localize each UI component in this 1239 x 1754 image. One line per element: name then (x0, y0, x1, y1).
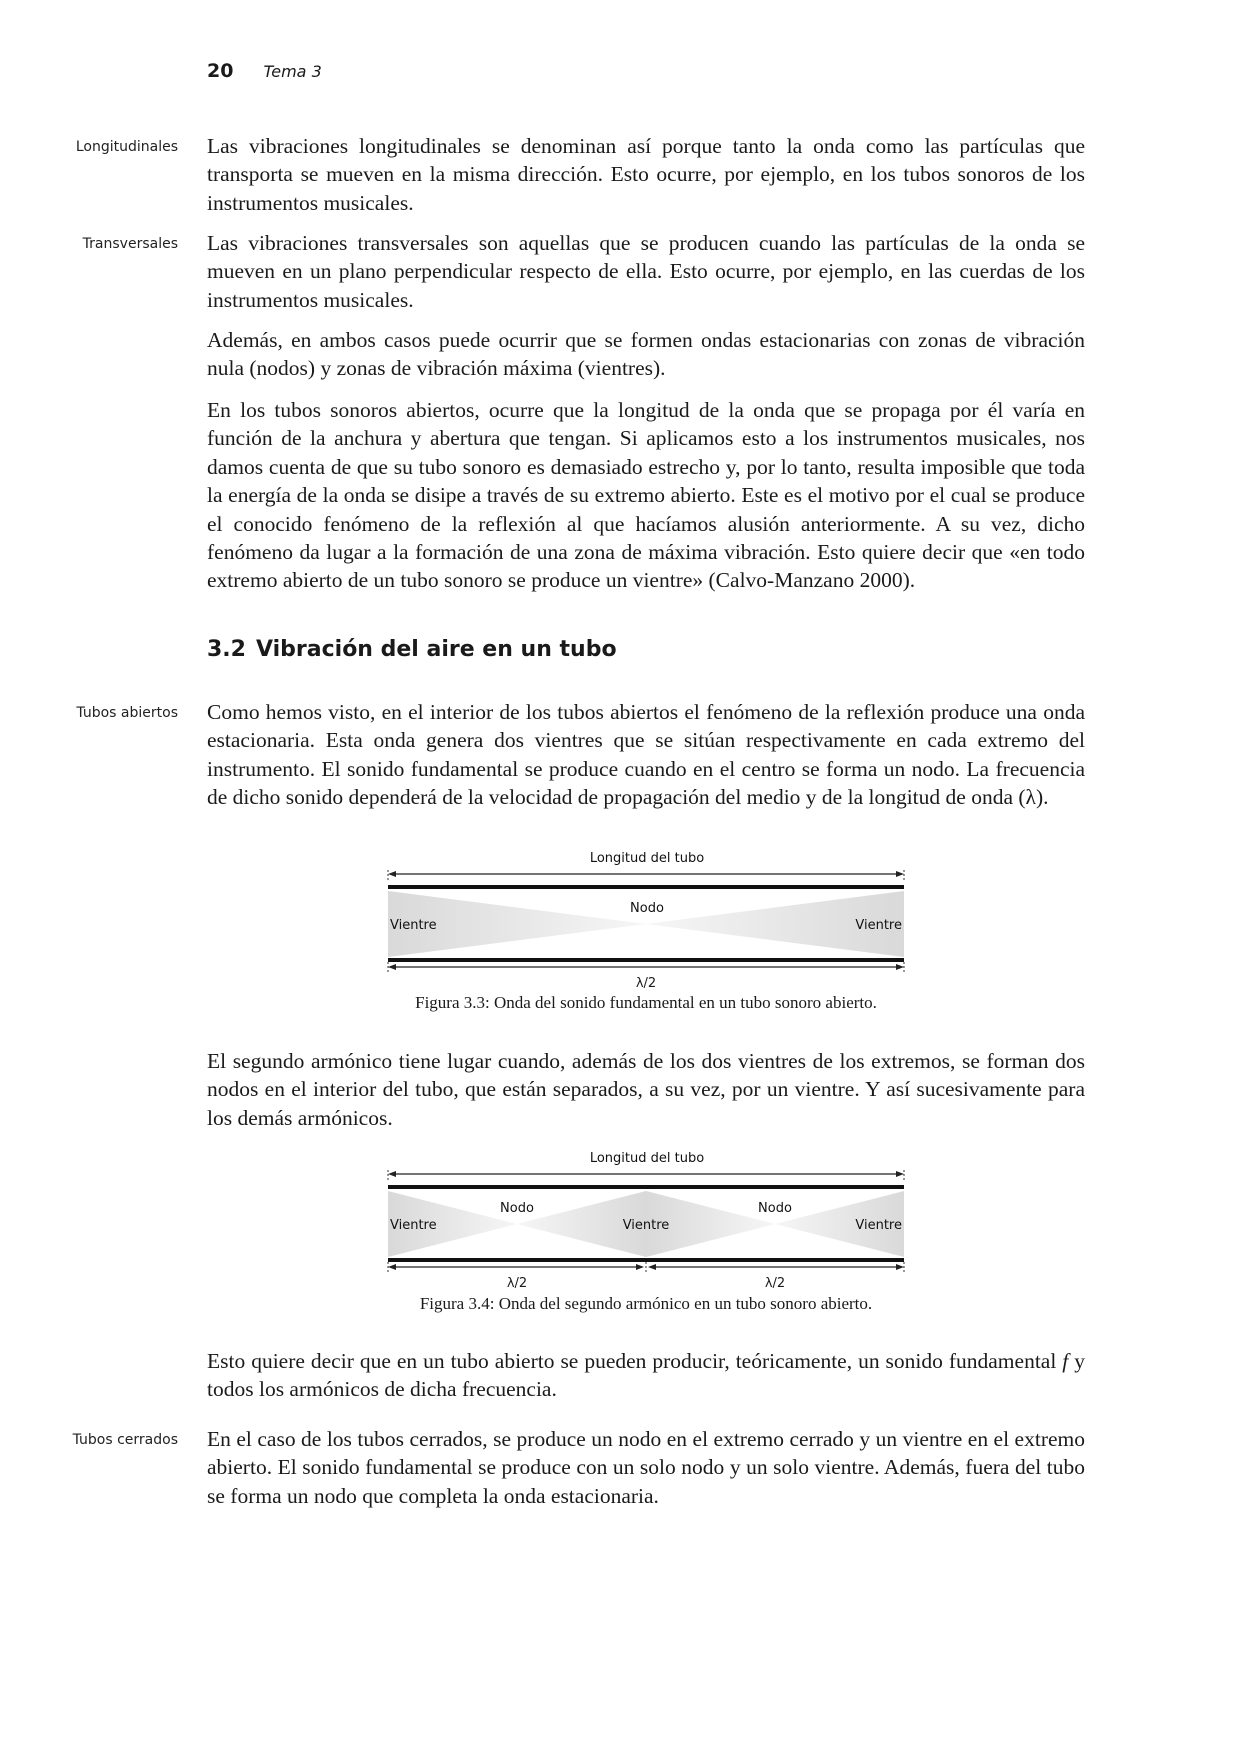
label-longitud-tubo: Longitud del tubo (589, 1151, 705, 1166)
section-number: 3.2 (207, 637, 246, 662)
paragraph-armonicos (207, 1347, 1085, 1404)
paragraph-text: El segundo armónico tiene lugar cuando, además de los dos vientres de los extremos, se forman dos nodos en el interior del tubo, que están separados, a su vez, por un vientre. Y así sucesivamente para los demás armónicos. (207, 1049, 1085, 1130)
label-lambda-half: λ/2 (635, 976, 657, 991)
tube-wall-top (388, 1185, 904, 1189)
section-heading (207, 637, 617, 662)
paragraph-tubos-abiertos (207, 698, 1085, 812)
bottom-labels (366, 1276, 926, 1292)
paragraph-text: Las vibraciones transversales son aquellas que se producen cuando las partículas de la onda se mueven en un plano perpendicular respecto de ella. Esto ocurre, por ejemplo, en las cuerdas de los instrumentos musicales. (207, 231, 1085, 312)
section-title: Vibración del aire en un tubo (255, 637, 617, 662)
figure-fundamental (207, 848, 1085, 1013)
paragraph-longitudinales (207, 132, 1085, 217)
figure-caption: Figura 3.4: Onda del segundo armónico en un tubo sonoro abierto. (419, 1294, 873, 1313)
label-nodo: Nodo (630, 901, 664, 916)
label-nodo-1: Nodo (500, 1201, 534, 1216)
paragraph-tubos-sonoros (207, 396, 1085, 595)
label-longitud-tubo: Longitud del tubo (589, 851, 705, 866)
tube-wall-bottom (388, 1258, 904, 1262)
paragraph-transversales (207, 229, 1085, 314)
label-nodo-2: Nodo (758, 1201, 792, 1216)
page-number: 20 (207, 60, 234, 82)
paragraph-segundo-armonico (207, 1047, 1085, 1132)
paragraph-text: Como hemos visto, en el interior de los tubos abiertos el fenómeno de la reflexión produce una onda estacionaria. Esta onda genera dos vientres que se sitúan respectivamente en cada extremo del instrumento. El sonido fundamental se produce cuando en el centro se forma un nodo. La frecuencia de dicho sonido dependerá de la velocidad de propagación del medio y de la longitud de onda (λ). (207, 700, 1085, 810)
page-header (207, 60, 322, 84)
figure-caption: Figura 3.3: Onda del sonido fundamental en un tubo sonoro abierto. (415, 993, 877, 1012)
label-vientre-left: Vientre (390, 1218, 437, 1233)
paragraph-text: Además, en ambos casos puede ocurrir que se formen ondas estacionarias con zonas de vibración nula (nodos) y zonas de vibración máxima (vientres). (207, 328, 1085, 381)
label-lambda-half-1: λ/2 (506, 1276, 528, 1291)
paragraph-text: Las vibraciones longitudinales se denominan así porque tanto la onda como las partículas que transporta se mueven en la misma dirección. Esto ocurre, por ejemplo, en los tubos sonoros de los instrumentos musicales. (207, 134, 1085, 215)
label-vientre-mid: Vientre (622, 1218, 670, 1233)
tube-wall-bottom (388, 958, 904, 962)
paragraph-text: En el caso de los tubos cerrados, se produce un nodo en el extremo cerrado y un vientre en el extremo abierto. El sonido fundamental se produce con un solo nodo y un solo vientre. Además, fuera del tubo se forma un nodo que completa la onda estacionaria. (207, 1427, 1085, 1508)
margin-note-transversales: Transversales (82, 236, 178, 252)
label-lambda-half-2: λ/2 (764, 1276, 786, 1291)
label-vientre-left: Vientre (390, 918, 437, 933)
paragraph-text (207, 1347, 1085, 1404)
paragraph-tubos-cerrados (207, 1425, 1085, 1510)
margin-note-longitudinales: Longitudinales (75, 139, 178, 155)
chapter-label: Tema 3 (263, 62, 322, 81)
margin-note-tubos-cerrados: Tubos cerrados (72, 1432, 178, 1448)
tube-wall-top (388, 885, 904, 889)
label-vientre-right: Vientre (855, 1218, 902, 1233)
figure-second-harmonic (207, 1148, 1085, 1314)
margin-note-tubos-abiertos: Tubos abiertos (76, 705, 178, 721)
text-segment: y todos los armónicos de dicha frecuencia. (207, 1349, 1086, 1402)
text-segment: Esto quiere decir que en un tubo abierto se pueden producir, teóricamente, un sonido fundamental (207, 1349, 1063, 1373)
tube-diagram-fundamental (366, 848, 926, 978)
paragraph-text: En los tubos sonoros abiertos, ocurre que la longitud de la onda que se propaga por él varía en función de la anchura y abertura que tengan. Si aplicamos esto a los instrumentos musicales, nos damos cuenta de que su tubo sonoro es demasiado estrecho y, por lo tanto, resulta imposible que toda la energía de la onda se disipe a través de su extremo abierto. Este es el motivo por el cual se produce el conocido fenómeno de la reflexión al que hacíamos alusión anteriormente. A su vez, dicho fenómeno da lugar a la formación de una zona de máxima vibración. Esto quiere decir que «en todo extremo abierto de un tubo sonoro se produce un vientre» (Calvo-Manzano 2000). (207, 398, 1085, 593)
tube-diagram-second-harmonic (366, 1148, 926, 1278)
frequency-symbol: f (1062, 1349, 1069, 1373)
paragraph-ondas-estacionarias (207, 326, 1085, 383)
label-vientre-right: Vientre (855, 918, 902, 933)
